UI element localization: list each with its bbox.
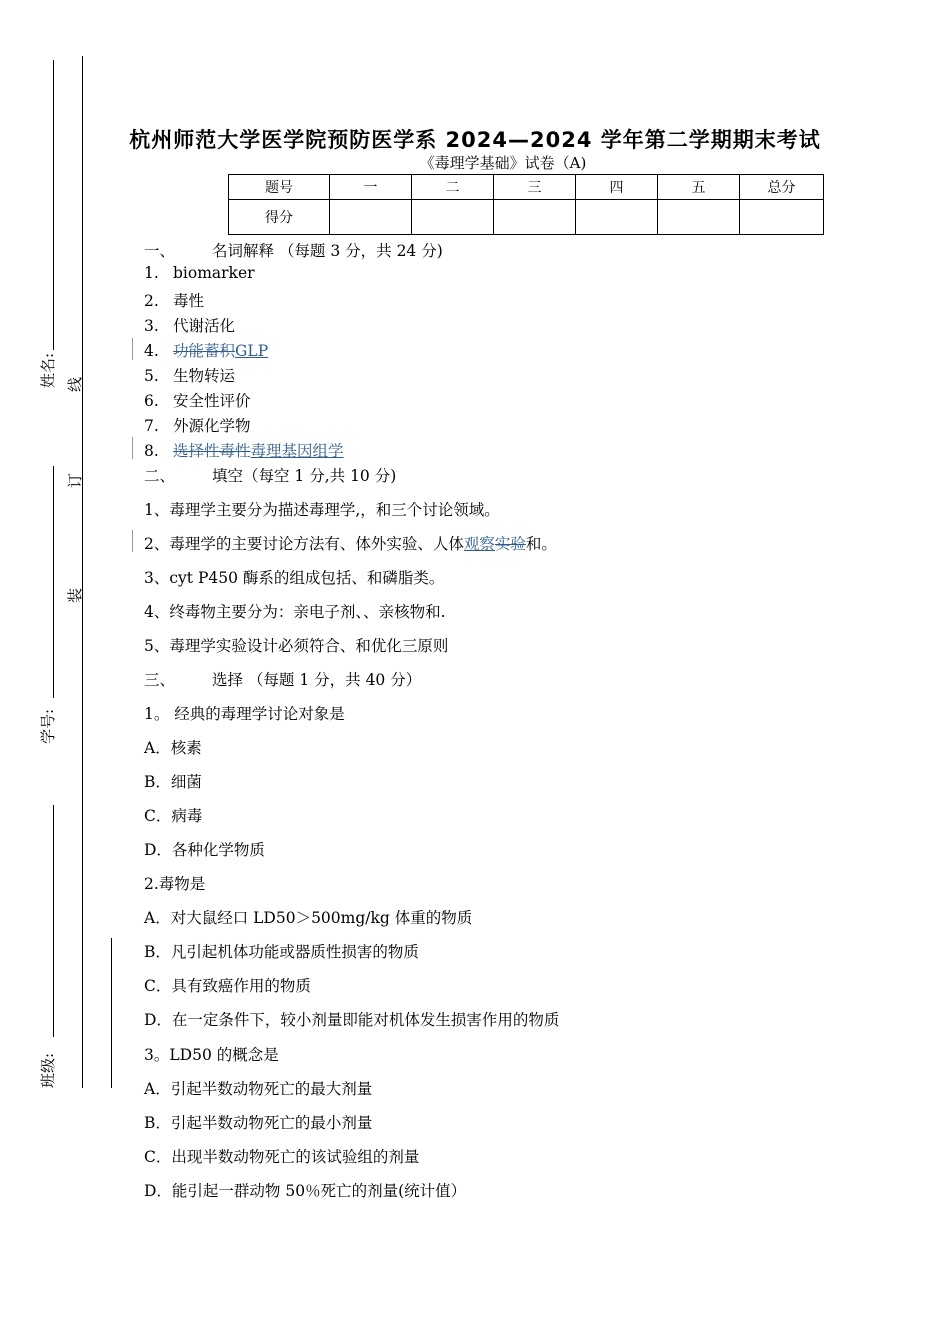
- choice-option: B．细菌: [144, 773, 202, 791]
- fill-question: 1、毒理学主要分为描述毒理学,，和三个讨论领域。: [144, 501, 500, 519]
- inserted-text: GLP: [235, 342, 269, 360]
- score-cell: [740, 200, 824, 235]
- term-item: [144, 289, 204, 311]
- term-item: [144, 339, 268, 361]
- term-number: 5.: [144, 367, 159, 385]
- student-id-label: 学号:: [39, 708, 58, 745]
- deleted-text: 功能蓄积: [173, 342, 236, 360]
- score-header-cell: 二: [412, 175, 494, 200]
- section1-title: 名词解释 （每题 3 分，共 24 分): [212, 242, 443, 260]
- choice-option: C．具有致癌作用的物质: [144, 977, 311, 995]
- section2-number: 二、: [144, 467, 176, 485]
- score-cell: [494, 200, 576, 235]
- choice-option: D．在一定条件下，较小剂量即能对机体发生损害作用的物质: [144, 1011, 560, 1029]
- term-number: 1.: [144, 264, 159, 282]
- section3-number: 三、: [144, 671, 176, 689]
- name-blank: [53, 60, 54, 350]
- score-header-cell: 四: [576, 175, 658, 200]
- term-number: 8.: [144, 442, 159, 460]
- term-item: [144, 314, 235, 336]
- score-header-cell: 一: [330, 175, 412, 200]
- binding-line-outer: [82, 56, 83, 1088]
- fill-question: 4、终毒物主要分为：亲电子剂、、亲核物和.: [144, 603, 446, 621]
- fill-question-text: 和。: [525, 535, 557, 553]
- fill-question-text: 2、毒理学的主要讨论方法有、体外实验、人体: [144, 535, 464, 553]
- class-blank: [53, 805, 54, 1037]
- inserted-text: 毒理基因组学: [250, 442, 344, 460]
- score-table-score-row: [229, 200, 824, 235]
- section1-heading: [144, 239, 443, 261]
- score-table-header-row: [229, 175, 824, 200]
- term-text: 代谢活化: [173, 317, 236, 335]
- revision-bar: [132, 530, 133, 552]
- fill-question: [144, 532, 557, 554]
- term-text: biomarker: [173, 264, 255, 282]
- class-label: 班级:: [39, 1052, 58, 1089]
- term-number: 6.: [144, 392, 159, 410]
- choice-option: A．对大鼠经口 LD50＞500mg/kg 体重的物质: [144, 909, 473, 927]
- term-item: [144, 414, 251, 436]
- choice-option: A．引起半数动物死亡的最大剂量: [144, 1080, 373, 1098]
- score-cell: [412, 200, 494, 235]
- revision-bar: [132, 437, 133, 459]
- term-number: 4.: [144, 342, 159, 360]
- score-header-cell: 总分: [740, 175, 824, 200]
- term-item: [144, 364, 235, 386]
- term-number: 3.: [144, 317, 159, 335]
- exam-subtitle: 《毒理学基础》试卷（A): [419, 154, 587, 172]
- fill-question: 5、毒理学实验设计必须符合、和优化三原则: [144, 637, 449, 655]
- section3-title: 选择 （每题 1 分，共 40 分）: [212, 671, 422, 689]
- score-cell: [658, 200, 740, 235]
- term-text: 生物转运: [173, 367, 236, 385]
- deleted-text: 选择性毒性: [173, 442, 251, 460]
- choice-option: A．核素: [144, 739, 202, 757]
- fill-question: 3、cyt P450 酶系的组成包括、和磷脂类。: [144, 569, 445, 587]
- section2-title: 填空（每空 1 分,共 10 分): [212, 467, 397, 485]
- name-label: 姓名:: [39, 352, 58, 389]
- score-row-label: 得分: [229, 200, 330, 235]
- zhuang-label: 装: [66, 587, 85, 604]
- exam-title: 杭州师范大学医学院预防医学系 2024—2024 学年第二学期期末考试: [129, 128, 821, 152]
- choice-option: D．各种化学物质: [144, 841, 265, 859]
- revision-bar: [132, 338, 133, 360]
- score-header-cell: 题号: [229, 175, 330, 200]
- choice-question-stem: 3。LD50 的概念是: [144, 1046, 279, 1064]
- score-table: [228, 174, 824, 235]
- term-text: 外源化学物: [173, 417, 251, 435]
- term-text: 毒性: [173, 292, 205, 310]
- choice-option: C．病毒: [144, 807, 203, 825]
- choice-question-stem: 1。 经典的毒理学讨论对象是: [144, 705, 345, 723]
- ding-label: 订: [66, 472, 85, 489]
- score-cell: [576, 200, 658, 235]
- term-item: [144, 264, 255, 282]
- choice-option: B．引起半数动物死亡的最小剂量: [144, 1114, 373, 1132]
- score-cell: [330, 200, 412, 235]
- choice-question-stem: 2.毒物是: [144, 875, 206, 893]
- term-text: 安全性评价: [173, 392, 251, 410]
- line-label: 线: [66, 376, 85, 393]
- deleted-text: 实验: [494, 535, 526, 553]
- section2-heading: [144, 464, 396, 486]
- term-number: 2.: [144, 292, 159, 310]
- binding-line-inner: [111, 938, 112, 1088]
- student-id-blank: [53, 466, 54, 698]
- section3-heading: [144, 668, 421, 690]
- term-item: [144, 389, 251, 411]
- term-item: [144, 439, 344, 461]
- score-header-cell: 五: [658, 175, 740, 200]
- choice-option: B．凡引起机体功能或器质性损害的物质: [144, 943, 419, 961]
- section1-number: 一、: [144, 242, 176, 260]
- choice-option: C．出现半数动物死亡的该试验组的剂量: [144, 1148, 420, 1166]
- term-number: 7.: [144, 417, 159, 435]
- score-header-cell: 三: [494, 175, 576, 200]
- choice-option: D．能引起一群动物 50％死亡的剂量(统计值）: [144, 1182, 467, 1200]
- inserted-text: 观察: [463, 535, 495, 553]
